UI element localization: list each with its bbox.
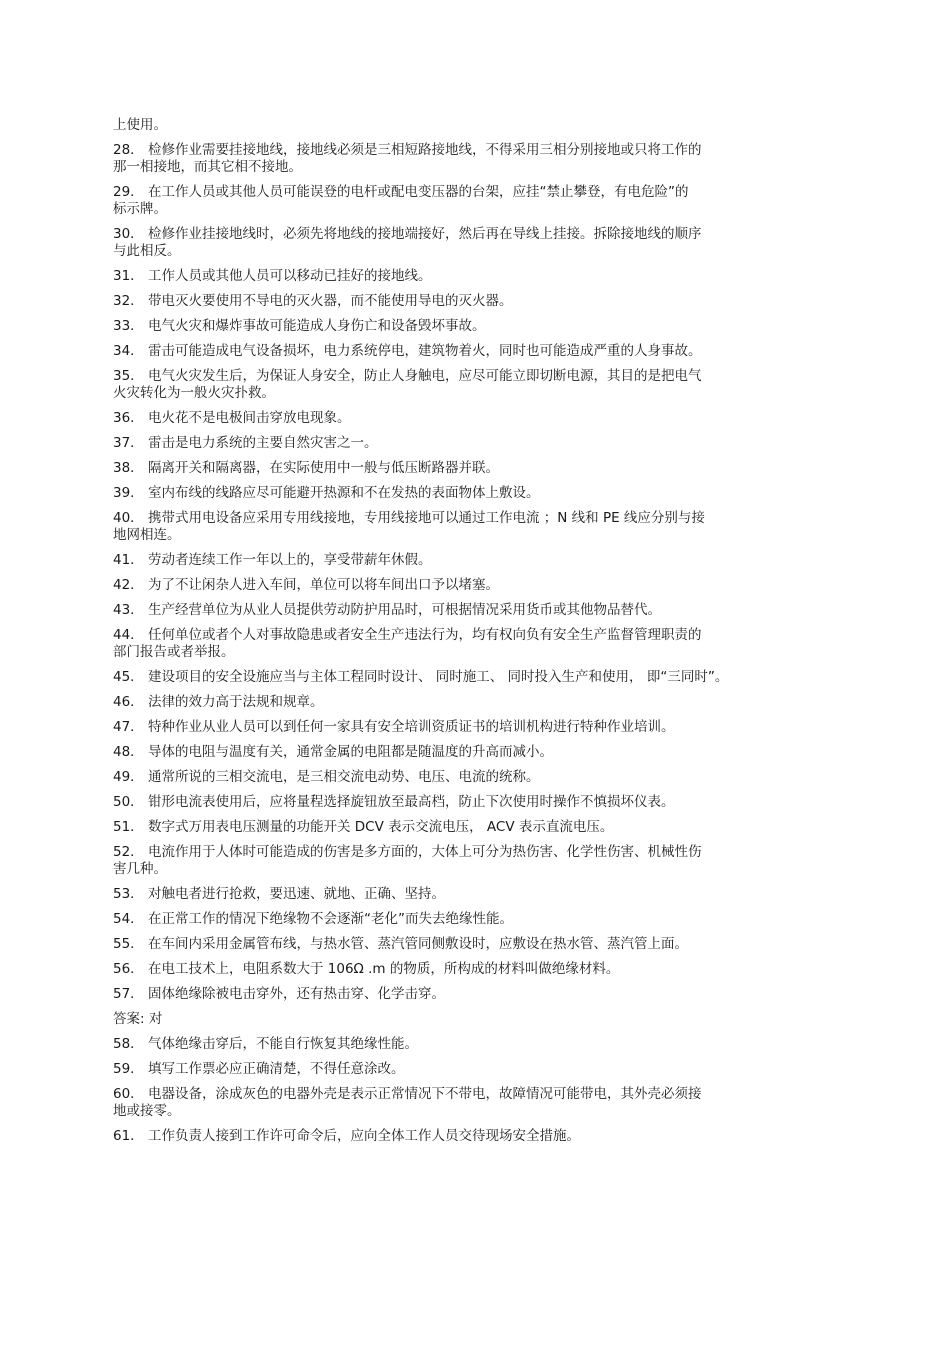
line-gap xyxy=(113,176,833,184)
line-gap xyxy=(113,335,833,343)
line-gap xyxy=(113,786,833,794)
line-gap xyxy=(113,953,833,961)
line-gap xyxy=(113,619,833,627)
text-line: 35． 电气火灾发生后，为保证人身安全，防止人身触电，应尽可能立即切断电源，其目的是把电气 xyxy=(113,368,702,384)
text-line: 39． 室内布线的线路应尽可能避开热源和不在发热的表面物体上敷设。 xyxy=(113,485,540,501)
line-gap xyxy=(113,928,833,936)
text-line: 46． 法律的效力高于法规和规章。 xyxy=(113,694,324,710)
text-line: 48． 导体的电阻与温度有关，通常金属的电阻都是随温度的升高而减小。 xyxy=(113,744,553,760)
line-gap xyxy=(113,477,833,485)
text-line: 部门报告或者举报。 xyxy=(113,644,235,660)
text-line: 火灾转化为一般火灾扑救。 xyxy=(113,385,275,401)
text-line: 40． 携带式用电设备应采用专用线接地，专用线接地可以通过工作电流 ；N 线和 PE 线应分别与接 xyxy=(113,510,705,526)
text-line: 56． 在电工技术上，电阻系数大于 106Ω .m 的物质，所构成的材料叫做绝缘材料。 xyxy=(113,961,620,977)
text-line: 29． 在工作人员或其他人员可能误登的电杆或配电变压器的台架，应挂“禁止攀登，有电危险”的 xyxy=(113,184,689,200)
text-line: 32． 带电灭火要使用不导电的灭火器，而不能使用导电的灭火器。 xyxy=(113,293,513,309)
text-line: 55． 在车间内采用金属管布线，与热水管、蒸汽管同侧敷设时，应敷设在热水管、蒸汽管上面。 xyxy=(113,936,688,952)
question-list xyxy=(113,117,833,1145)
line-gap xyxy=(113,427,833,435)
text-line: 37． 雷击是电力系统的主要自然灾害之一。 xyxy=(113,435,378,451)
text-line: 54． 在正常工作的情况下绝缘物不会逐渐“老化”而失去绝缘性能。 xyxy=(113,911,513,927)
text-line: 53． 对触电者进行抢救，要迅速、就地、正确、坚持。 xyxy=(113,886,445,902)
line-gap xyxy=(113,134,833,142)
line-gap xyxy=(113,1028,833,1036)
line-gap xyxy=(113,260,833,268)
text-line: 43． 生产经营单位为从业人员提供劳动防护用品时，可根据情况采用货币或其他物品替代。 xyxy=(113,602,661,618)
text-line: 30． 检修作业挂接地线时，必须先将地线的接地端接好，然后再在导线上挂接。拆除接地线的顺序 xyxy=(113,226,702,242)
line-gap xyxy=(113,903,833,911)
text-line: 50． 钳形电流表使用后，应将量程选择旋钮放至最高档，防止下次使用时操作不慎损坏仪表。 xyxy=(113,794,675,810)
text-line: 上使用。 xyxy=(113,117,167,133)
line-gap xyxy=(113,218,833,226)
line-gap xyxy=(113,811,833,819)
text-line: 61． 工作负责人接到工作许可命令后，应向全体工作人员交待现场安全措施。 xyxy=(113,1128,580,1144)
line-gap xyxy=(113,402,833,410)
line-gap xyxy=(113,711,833,719)
line-gap xyxy=(113,310,833,318)
text-line: 60． 电器设备，涂成灰色的电器外壳是表示正常情况下不带电，故障情况可能带电，其外壳必须接 xyxy=(113,1086,702,1102)
text-line: 地网相连。 xyxy=(113,527,181,543)
line-gap xyxy=(113,569,833,577)
line-gap xyxy=(113,1078,833,1086)
line-gap xyxy=(113,836,833,844)
line-gap xyxy=(113,1053,833,1061)
text-line: 地或接零。 xyxy=(113,1103,181,1119)
text-line: 31． 工作人员或其他人员可以移动已挂好的接地线。 xyxy=(113,268,432,284)
text-line: 那一相接地，而其它相不接地。 xyxy=(113,159,302,175)
text-line: 与此相反。 xyxy=(113,243,181,259)
text-line: 41． 劳动者连续工作一年以上的，享受带薪年休假。 xyxy=(113,552,432,568)
line-gap xyxy=(113,661,833,669)
text-line: 45． 建设项目的安全设施应当与主体工程同时设计、 同时施工、 同时投入生产和使用， 即“三同时”。 xyxy=(113,669,729,685)
text-line: 59． 填写工作票必应正确清楚，不得任意涂改。 xyxy=(113,1061,405,1077)
line-gap xyxy=(113,736,833,744)
text-line: 42． 为了不让闲杂人进入车间，单位可以将车间出口予以堵塞。 xyxy=(113,577,499,593)
text-line: 44． 任何单位或者个人对事故隐患或者安全生产违法行为，均有权向负有安全生产监督管理职责的 xyxy=(113,627,702,643)
text-line: 28． 检修作业需要挂接地线，接地线必须是三相短路接地线，不得采用三相分别接地或只将工作的 xyxy=(113,142,702,158)
line-gap xyxy=(113,360,833,368)
line-gap xyxy=(113,686,833,694)
line-gap xyxy=(113,544,833,552)
line-gap xyxy=(113,1120,833,1128)
text-line: 33． 电气火灾和爆炸事故可能造成人身伤亡和设备毁坏事故。 xyxy=(113,318,486,334)
line-gap xyxy=(113,452,833,460)
text-line: 52． 电流作用于人体时可能造成的伤害是多方面的，大体上可分为热伤害、化学性伤害、机械性伤 xyxy=(113,844,702,860)
text-line: 答案: 对 xyxy=(113,1011,163,1027)
line-gap xyxy=(113,978,833,986)
line-gap xyxy=(113,285,833,293)
text-line: 47． 特种作业从业人员可以到任何一家具有安全培训资质证书的培训机构进行特种作业培训。 xyxy=(113,719,675,735)
text-line: 36． 电火花不是电极间击穿放电现象。 xyxy=(113,410,351,426)
line-gap xyxy=(113,761,833,769)
line-gap xyxy=(113,878,833,886)
line-gap xyxy=(113,502,833,510)
text-line: 49． 通常所说的三相交流电，是三相交流电动势、电压、电流的统称。 xyxy=(113,769,540,785)
line-gap xyxy=(113,1003,833,1011)
line-gap xyxy=(113,594,833,602)
text-line: 57． 固体绝缘除被电击穿外，还有热击穿、化学击穿。 xyxy=(113,986,445,1002)
text-line: 38． 隔离开关和隔离器，在实际使用中一般与低压断路器并联。 xyxy=(113,460,499,476)
text-line: 害几种。 xyxy=(113,861,167,877)
text-line: 34． 雷击可能造成电气设备损坏，电力系统停电，建筑物着火，同时也可能造成严重的人身事故。 xyxy=(113,343,702,359)
text-line: 标示牌。 xyxy=(113,201,167,217)
text-line: 58． 气体绝缘击穿后，不能自行恢复其绝缘性能。 xyxy=(113,1036,418,1052)
text-line: 51． 数字式万用表电压测量的功能开关 DCV 表示交流电压， ACV 表示直流电压。 xyxy=(113,819,614,835)
